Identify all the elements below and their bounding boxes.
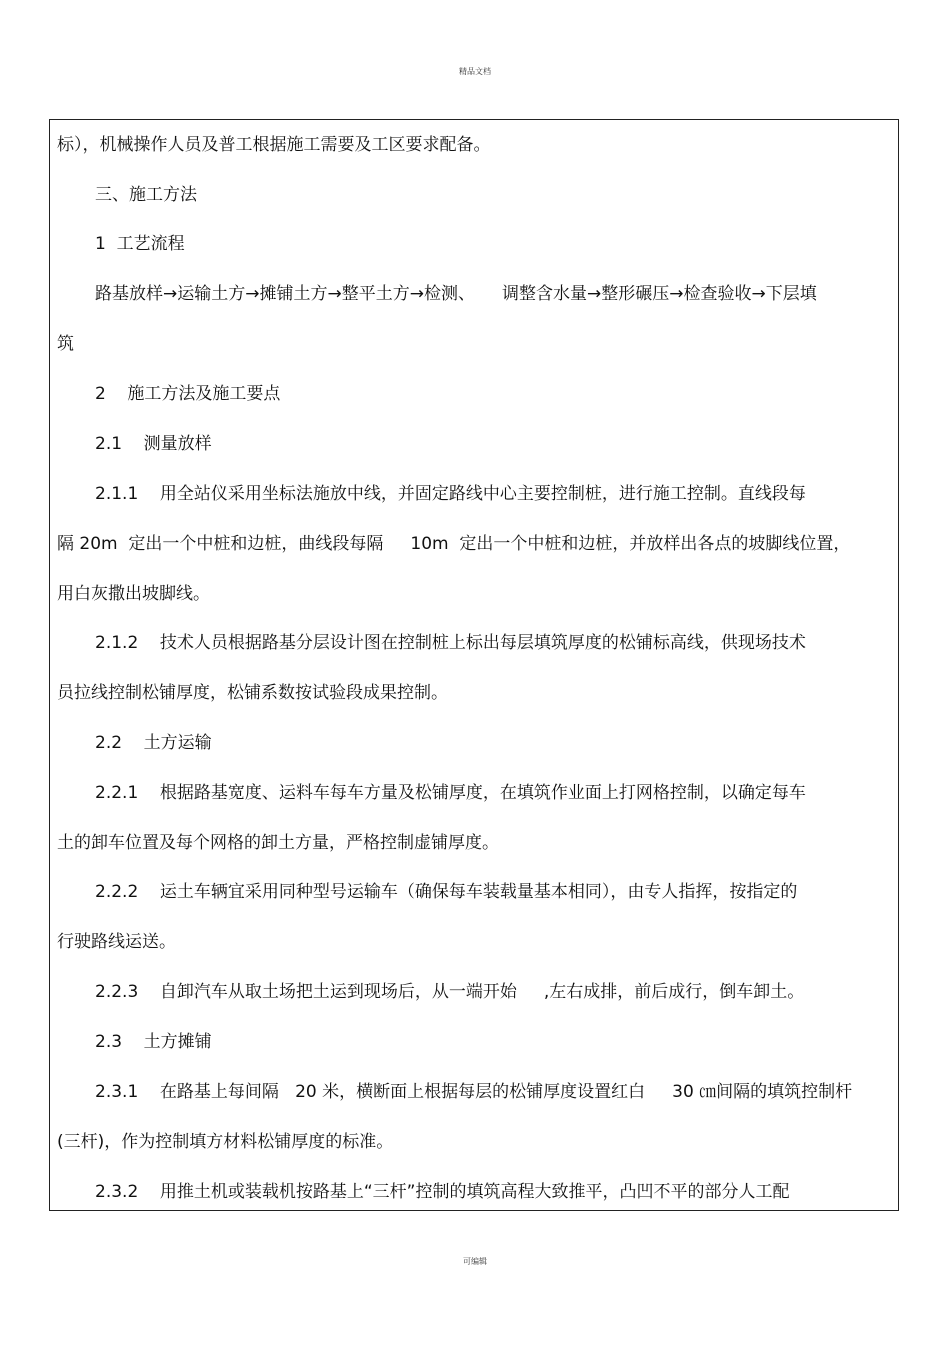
paragraph-line: 2.2.1 根据路基宽度、运料车每车方量及松铺厚度，在填筑作业面上打网格控制，以确定每车	[95, 783, 806, 803]
paragraph-line: 员拉线控制松铺厚度，松铺系数按试验段成果控制。	[57, 683, 448, 703]
paragraph-line: 土的卸车位置及每个网格的卸土方量，严格控制虚铺厚度。	[57, 833, 499, 853]
subsection-heading: 1 工艺流程	[95, 234, 185, 254]
paragraph-line: 2.2.3 自卸汽车从取土场把土运到现场后，从一端开始 ,左右成排，前后成行，倒车卸土。	[95, 982, 805, 1002]
paragraph-line: 2.3.1 在路基上每间隔 20 米，横断面上根据每层的松铺厚度设置红白 30 ㎝间隔的填筑控制杆	[95, 1082, 853, 1102]
paragraph-line: (三杆)，作为控制填方材料松铺厚度的标准。	[57, 1132, 394, 1152]
paragraph-line: 路基放样→运输土方→摊铺土方→整平土方→检测、 调整含水量→整形碾压→检查验收→下层填	[95, 284, 817, 304]
paragraph-line: 标），机械操作人员及普工根据施工需要及工区要求配备。	[57, 135, 491, 155]
paragraph-line: 2.2.2 运土车辆宜采用同种型号运输车（确保每车装载量基本相同），由专人指挥，按指定的	[95, 882, 798, 902]
paragraph-line: 2.1.1 用全站仪采用坐标法施放中线，并固定路线中心主要控制桩，进行施工控制。直线段每	[95, 484, 806, 504]
section-heading: 三、施工方法	[95, 185, 197, 205]
subsection-heading: 2.3 土方摊铺	[95, 1032, 212, 1052]
paragraph-line: 筑	[57, 334, 74, 354]
paragraph-line: 行驶路线运送。	[57, 932, 176, 952]
footer-note: 可编辑	[463, 1257, 487, 1266]
paragraph-line: 2.3.2 用推土机或装载机按路基上“三杆”控制的填筑高程大致推平，凸凹不平的部分人工配	[95, 1182, 790, 1202]
subsection-heading: 2.2 土方运输	[95, 733, 212, 753]
subsection-heading: 2 施工方法及施工要点	[95, 384, 281, 404]
subsection-heading: 2.1 测量放样	[95, 434, 212, 454]
paragraph-line: 用白灰撒出坡脚线。	[57, 584, 210, 604]
header-note: 精品文档	[459, 67, 491, 76]
paragraph-line: 隔 20m 定出一个中桩和边桩，曲线段每隔 10m 定出一个中桩和边桩，并放样出各点的坡脚线位置，	[57, 534, 851, 554]
paragraph-line: 2.1.2 技术人员根据路基分层设计图在控制桩上标出每层填筑厚度的松铺标高线，供现场技术	[95, 633, 806, 653]
